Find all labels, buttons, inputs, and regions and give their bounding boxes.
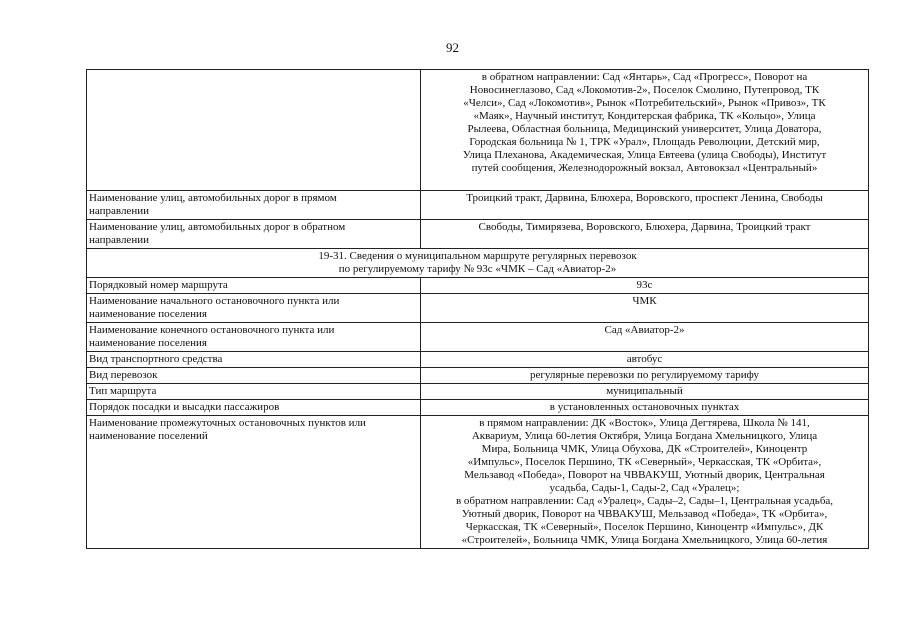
table-row-vehicle-type bbox=[87, 352, 869, 368]
table-row-streets-backward bbox=[87, 220, 869, 249]
end-stop-value: Сад «Авиатор-2» bbox=[421, 323, 869, 352]
return-stops-text: в обратном направлении: Сад «Янтарь», Сад «Прогресс», Поворот на Новосинеглазово, Сад «Локомотив-2», Поселок Смолино, Путепровод, ТК «Челси», Сад «Локомотив», Рынок «Потребительский», Рынок «Привоз», ТК «Маяк», Научный институт, Кондитерская фабрика, ТК «Кольцо», Улица Рылеева, Областная больница, Медицинский университет, Улица Доватора, Городская больница № 1, ТРК «Урал», Площадь Революции, Детский мир, Улица Плеханова, Академическая, Улица Евтеева (улица Свободы), Институт путей сообщения, Железнодорожный вокзал, Автовокзал «Центральный» bbox=[462, 71, 827, 174]
boarding-order-label: Порядок посадки и высадки пассажиров bbox=[87, 400, 421, 416]
start-stop-label: Наименование начального остановочного пункта или наименование поселения bbox=[87, 294, 421, 323]
section-heading: 19-31. Сведения о муниципальном маршруте регулярных перевозок по регулируемому тарифу № 93с «ЧМК – Сад «Авиатор-2» bbox=[87, 249, 869, 278]
boarding-order-value: в установленных остановочных пунктах bbox=[421, 400, 869, 416]
table-row-end-stop bbox=[87, 323, 869, 352]
intermediate-stops-text: в прямом направлении: ДК «Восток», Улица Дегтярева, Школа № 141, Аквариум, Улица 60-летия Октября, Улица Богдана Хмельницкого, Улица Мира, Больница ЧМК, Улица Обухова, ДК «Строителей», Киноцентр «Импульс», Поселок Першино, ТК «Северный», Черкасская, ТК «Орбита», Мельзавод «Победа», Поворот на ЧВВАКУШ, Уютный дворик, Центральная усадьба, Сады-1, Сады-2, Сад «Уралец»; в обратном направлении: Сад «Уралец», Сады–2, Сады–1, Центральная усадьба, Уютный дворик, Поворот на ЧВВАКУШ, Мельзавод «Победа», ТК «Орбита», Черкасская, ТК «Северный», Поселок Першино, Киноцентр «Импульс», ДК «Строителей», Больница ЧМК, Улица Богдана Хмельницкого, Улица 60-летия bbox=[455, 417, 834, 546]
table-row-intermediate-stops bbox=[87, 416, 869, 549]
intermediate-stops-label: Наименование промежуточных остановочных пунктов или наименование поселений bbox=[87, 416, 421, 549]
table-row-start-stop bbox=[87, 294, 869, 323]
table-row-boarding-order bbox=[87, 400, 869, 416]
route-info-table bbox=[86, 69, 869, 549]
route-number-label: Порядковый номер маршрута bbox=[87, 278, 421, 294]
table-row-section-heading bbox=[87, 249, 869, 278]
intermediate-stops-value bbox=[421, 416, 869, 549]
transport-kind-value: регулярные перевозки по регулируемому тарифу bbox=[421, 368, 869, 384]
streets-backward-value: Свободы, Тимирязева, Воровского, Блюхера, Дарвина, Троицкий тракт bbox=[421, 220, 869, 249]
vehicle-type-value: автобус bbox=[421, 352, 869, 368]
route-number-value: 93с bbox=[421, 278, 869, 294]
table-row-route-type bbox=[87, 384, 869, 400]
route-type-value: муниципальный bbox=[421, 384, 869, 400]
streets-forward-label: Наименование улиц, автомобильных дорог в прямом направлении bbox=[87, 191, 421, 220]
table-row-return-stops bbox=[87, 70, 869, 191]
streets-backward-label: Наименование улиц, автомобильных дорог в обратном направлении bbox=[87, 220, 421, 249]
table-row-route-number bbox=[87, 278, 869, 294]
start-stop-value: ЧМК bbox=[421, 294, 869, 323]
end-stop-label: Наименование конечного остановочного пункта или наименование поселения bbox=[87, 323, 421, 352]
table-row-streets-forward bbox=[87, 191, 869, 220]
route-type-label: Тип маршрута bbox=[87, 384, 421, 400]
page-number: 92 bbox=[446, 40, 459, 55]
empty-label-cell bbox=[87, 70, 421, 191]
streets-forward-value: Троицкий тракт, Дарвина, Блюхера, Воровского, проспект Ленина, Свободы bbox=[421, 191, 869, 220]
vehicle-type-label: Вид транспортного средства bbox=[87, 352, 421, 368]
return-stops-cell bbox=[421, 70, 869, 191]
transport-kind-label: Вид перевозок bbox=[87, 368, 421, 384]
table-row-transport-kind bbox=[87, 368, 869, 384]
